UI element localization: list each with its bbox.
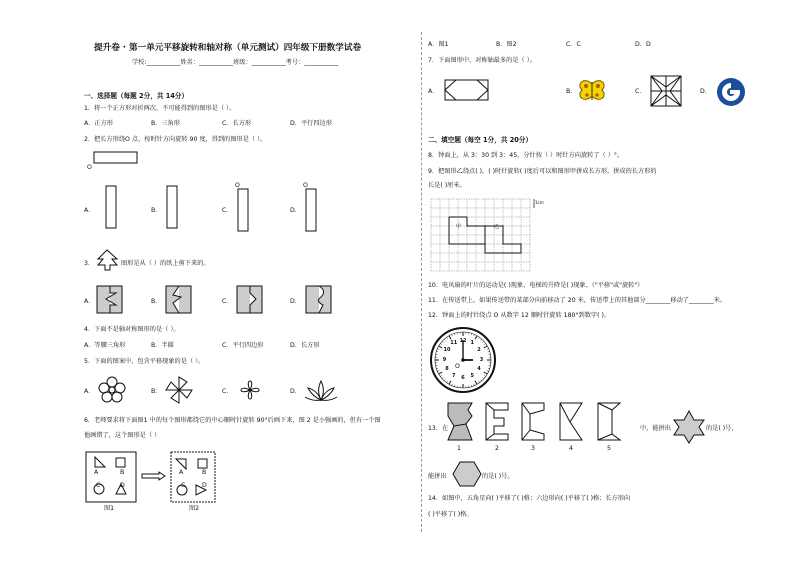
q7-stem: 7．下面图形中，对称轴最多的是（ ）。 — [428, 57, 536, 64]
column-divider — [421, 32, 422, 532]
clock-number: 5 — [470, 372, 474, 379]
q6-option-a[interactable]: A．图1 — [428, 41, 449, 48]
q6-fig2-caption: 图2 — [189, 505, 200, 512]
q6-figure-2 — [170, 451, 216, 503]
clock-number: 7 — [452, 372, 456, 379]
q4-option-b[interactable]: B．半圆 — [151, 342, 174, 349]
clock-number: 10 — [443, 347, 451, 354]
q6-letter-c-1: C — [96, 482, 101, 489]
q13-mid-text: 中，能拼出 — [640, 425, 671, 432]
q13-piece-2 — [484, 402, 510, 442]
page-title: 提升卷 · 第一单元平移旋转和轴对称（单元测试）四年级下册数学试卷 — [94, 43, 362, 53]
q14-line2: ( )平移了( )格。 — [428, 511, 473, 518]
q2-d-point: O — [303, 182, 308, 189]
q3-figure-d — [305, 285, 333, 315]
q13-label-5: 5 — [607, 445, 611, 452]
q9-scale-label: 1cm — [535, 200, 544, 205]
clock-number: 4 — [477, 365, 481, 372]
q4-option-a[interactable]: A．等腰三角形 — [84, 342, 126, 349]
q3-stem: 图形是从（ ）的纸上剪下来的。 — [121, 260, 210, 267]
q2-figure-a — [105, 185, 119, 231]
q7-option-b[interactable]: B． — [566, 88, 577, 95]
q4-option-d[interactable]: D．长方形 — [290, 342, 320, 349]
q13-label-3: 3 — [531, 445, 535, 452]
q10-stem: 10．电风扇的叶片的运动是( )现象，电梯的升降是( )现象。（"平移"或"旋转"） — [428, 282, 644, 289]
clover-icon — [236, 376, 264, 404]
q13-label-4: 4 — [569, 445, 573, 452]
clock-number: 3 — [479, 356, 484, 363]
clock-number: 1 — [470, 340, 474, 347]
q12-stem: 12．钟面上的时针绕点 O 从数字 12 顺时针旋转 180°到数字( )。 — [428, 312, 611, 319]
clock-number: 2 — [477, 347, 481, 354]
q1-stem: 1．将一个正方形对折两次，不可能得到的图形是（ ）。 — [84, 105, 236, 112]
q1-option-a[interactable]: A．正方形 — [84, 120, 113, 127]
q2-c-point: O — [235, 182, 240, 189]
q1-option-d[interactable]: D．平行四边形 — [290, 120, 332, 127]
q4-stem: 4．下面不是轴对称图形的是（ ）。 — [84, 326, 180, 333]
q2-option-d[interactable]: D． — [290, 207, 301, 214]
q6-letter-a-2: A — [179, 469, 184, 476]
q5-option-d[interactable]: D． — [290, 388, 301, 395]
q2-figure-b — [166, 185, 180, 231]
student-info-line: 学校:___________姓名：___________班级：___________考号：___________ — [132, 59, 339, 66]
q6-option-b[interactable]: B．图2 — [496, 41, 517, 48]
clock-number: 8 — [445, 365, 449, 372]
q2-stem: 2．把长方形绕O 点，按时针方向旋转 90 度，得到的图形是（ ）。 — [84, 136, 267, 143]
clock-number: 12 — [459, 338, 467, 344]
q6-letter-d-2: D — [202, 482, 207, 489]
q13-piece-3 — [520, 402, 546, 442]
q9-line2: 长是( )厘米。 — [428, 182, 466, 189]
q5-option-c[interactable]: C． — [222, 388, 233, 395]
q3-option-d[interactable]: D． — [290, 298, 301, 305]
q3-option-c[interactable]: C． — [222, 298, 233, 305]
q2-original-rectangle — [93, 151, 139, 165]
q6-fig1-caption: 图1 — [104, 505, 115, 512]
q9-label-jia: 甲 — [456, 224, 462, 230]
q7-option-a[interactable]: A． — [428, 88, 439, 95]
hexagram-star-icon — [673, 410, 705, 444]
q7-rhombus-in-rectangle — [444, 79, 490, 103]
q2-option-b[interactable]: B． — [151, 207, 162, 214]
clock-number: 11 — [450, 340, 458, 347]
q3-figure-c — [236, 285, 264, 315]
q9-line1: 9．把图形乙绕点( )，( )时针旋转( )度后可以和图形甲拼成长方形。拼成的长方形的 — [428, 168, 657, 175]
q6-letter-d-1: D — [120, 482, 125, 489]
q6-option-c[interactable]: C．C — [566, 41, 581, 48]
q6-letter-a-1: A — [94, 469, 99, 476]
q9-grid-figure — [430, 198, 545, 273]
q3-option-b[interactable]: B． — [151, 298, 162, 305]
q2-point-label: O — [87, 164, 92, 171]
q13-label-1: 1 — [457, 445, 461, 452]
q9-label-yi: 乙 — [494, 224, 500, 230]
q1-option-c[interactable]: C．长方形 — [222, 120, 252, 127]
q6-stem-line2: 他画错了，这个图形是（ ） — [84, 432, 161, 439]
flower-icon — [98, 376, 126, 404]
q5-option-a[interactable]: A． — [84, 388, 95, 395]
q7-star-in-square — [650, 75, 682, 107]
q2-option-a[interactable]: A． — [84, 207, 95, 214]
q2-figure-c — [237, 188, 251, 234]
q11-stem: 11．在传送带上，如果传送带的某部分向前移动了 20 米，传送带上的其他部分________移动了________米。 — [428, 297, 727, 304]
right-arrow-icon — [141, 471, 167, 481]
tree-shape-icon — [96, 249, 120, 271]
q7-option-c[interactable]: C． — [635, 88, 646, 95]
q13-piece-1 — [446, 402, 474, 442]
section-1-heading: 一、选择题（每题 2分，共 14分） — [84, 92, 189, 100]
leaves-icon — [304, 380, 338, 402]
q14-line1: 14．如图中，五角星向( )平移了( )格；六边形向( )平移了( )格；长方形向 — [428, 495, 631, 502]
q13-label-2: 2 — [495, 445, 499, 452]
q3-figure-b — [165, 285, 193, 315]
q3-figure-a — [96, 285, 124, 315]
q3-option-a[interactable]: A． — [84, 298, 95, 305]
clock-center-label: O — [455, 363, 460, 370]
q6-stem-line1: 6．老师要求将下面图1 中的每个图形都绕它的中心顺时针旋转 90°后画下来，图 2 是小强画的，但有一个图 — [84, 417, 381, 424]
q5-stem: 5．下面的图案中，包含平移现象的是（ ）。 — [84, 358, 205, 365]
section-2-heading: 二、填空题（每空 1分，共 20分） — [428, 136, 533, 144]
hexagon-icon — [452, 461, 482, 487]
q1-option-b[interactable]: B．三角形 — [151, 120, 180, 127]
bank-logo-icon — [716, 77, 746, 107]
q13-line2-b: 的是( )号。 — [482, 473, 514, 480]
q13-piece-5 — [596, 402, 622, 442]
q7-option-d[interactable]: D． — [700, 88, 711, 95]
clock-number: 9 — [442, 356, 447, 363]
q2-option-c[interactable]: C． — [222, 207, 233, 214]
q13-line2-a: 能拼出 — [428, 473, 447, 480]
butterfly-icon — [578, 78, 606, 104]
q13-after-star: 的是( )号， — [706, 425, 738, 432]
q2-figure-d — [305, 188, 319, 234]
q6-figure-1 — [85, 451, 137, 503]
q6-letter-c-2: C — [181, 482, 186, 489]
pinwheel-icon — [165, 376, 193, 404]
q6-letter-b-2: B — [202, 469, 207, 476]
clock-number: 6 — [461, 375, 465, 381]
q6-letter-b-1: B — [120, 469, 125, 476]
q4-option-c[interactable]: C．平行四边形 — [222, 342, 264, 349]
q13-number: 13．在 — [428, 425, 449, 432]
q13-piece-4 — [558, 402, 584, 442]
q6-option-d[interactable]: D．D — [635, 41, 651, 48]
clock-numbers — [429, 326, 497, 394]
q8-stem: 8．钟面上，从 3：30 到 3：45，分针按（ ）时针方向旋转了（ ）°。 — [428, 152, 624, 159]
q5-option-b[interactable]: B． — [151, 388, 162, 395]
q3-number: 3． — [84, 260, 95, 267]
